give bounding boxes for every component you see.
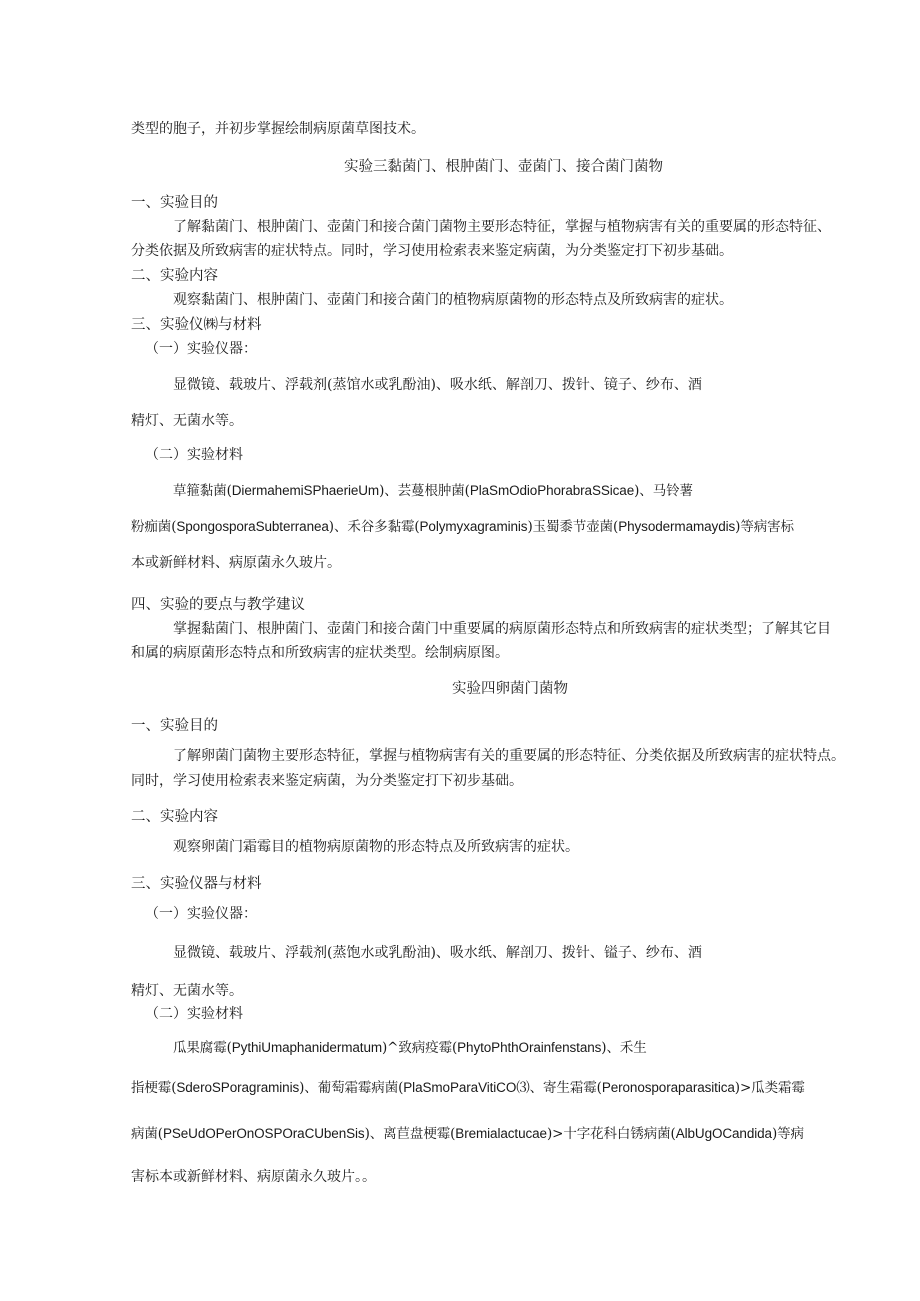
text-fragment: 病菌( (131, 1126, 163, 1142)
latin-name: Bremialactucae (455, 1126, 547, 1141)
latin-name: PhytoPhthOrainfenstans (457, 1040, 602, 1055)
exp3-materials-line1 (173, 481, 693, 501)
exp3-instruments-line2: 精灯、无菌水等。 (131, 413, 243, 429)
exp3-title: 实验三黏菌门、根肿菌门、壶菌门、接合菌门菌物 (344, 159, 663, 175)
exp4-heading-content: 二、实验内容 (131, 809, 218, 825)
exp3-content-line: 观察黏菌门、根肿菌门、壶菌门和接合菌门的植物病原菌物的形态特点及所致病害的症状。 (173, 292, 733, 308)
text-fragment: )^致病疫霉( (382, 1040, 458, 1056)
latin-name: AlbUgOCandida (675, 1126, 772, 1141)
text-fragment: )、马铃薯 (634, 483, 693, 499)
text-fragment: )、葡萄霜霉病菌( (299, 1080, 404, 1096)
latin-name: DiermahemiSPhaerieUm (231, 483, 380, 498)
text-fragment: )、禾生 (601, 1040, 647, 1056)
exp4-materials-line1 (173, 1038, 647, 1058)
exp3-heading-content: 二、实验内容 (131, 268, 218, 284)
exp4-heading-instruments: 三、实验仪器与材料 (131, 876, 262, 892)
latin-name: PlaSmoParaVitiCO⑶ (403, 1080, 530, 1095)
latin-name: Physodermamaydis (618, 519, 736, 534)
latin-name: Polymyxagraminis (419, 519, 528, 534)
exp4-subheading-instruments: （一）实验仪器： (145, 906, 257, 922)
latin-name: SderoSPoragraminis (176, 1080, 300, 1095)
text-fragment: 、寄生霜霉( (529, 1080, 602, 1096)
text-fragment: 指梗霉( (131, 1080, 177, 1096)
exp4-materials-line3 (131, 1124, 804, 1144)
text-fragment: )>十字花科白锈病菌( (546, 1126, 676, 1142)
text-fragment: )等病害标 (735, 519, 794, 535)
exp4-heading-purpose: 一、实验目的 (131, 718, 218, 734)
exp3-instruments-line1: 显微镜、载玻片、浮载剂(蒸馆水或乳酚油)、吸水纸、解剖刀、拨针、镜子、纱布、酒 (173, 377, 702, 393)
exp4-instruments-line2: 精灯、无菌水等。 (131, 983, 243, 999)
text-fragment: 瓜果腐霉( (173, 1040, 232, 1056)
exp3-keypoints-line1: 掌握黏菌门、根肿菌门、壶菌门和接合菌门中重要属的病原菌形态特点和所致病害的症状类型；了解其它目 (173, 621, 831, 637)
text-fragment: 粉痂菌( (131, 519, 177, 535)
exp4-subheading-materials: （二）实验材料 (145, 1006, 243, 1022)
text-fragment: )、禾谷多黏霉( (328, 519, 420, 535)
exp3-subheading-materials: （二）实验材料 (145, 447, 243, 463)
exp3-heading-instruments: 三、实验仪㈱与材料 (131, 317, 262, 333)
text-fragment: )、芸蔓根肿菌( (379, 483, 470, 499)
exp4-instruments-line1: 显微镜、载玻片、浮载剂(蒸饱水或乳酚油)、吸水纸、解剖刀、拨针、镒子、纱布、酒 (173, 945, 702, 961)
exp3-materials-line2 (131, 517, 794, 537)
latin-name: SpongosporaSubterranea (176, 519, 329, 534)
exp3-keypoints-line2: 和属的病原菌形态特点和所致病害的症状类型。绘制病原图。 (131, 645, 509, 661)
exp3-heading-keypoints: 四、实验的要点与教学建议 (131, 597, 305, 613)
exp3-subheading-instruments: （一）实验仪器： (145, 341, 257, 357)
latin-name: Peronosporaparasitica (601, 1080, 735, 1095)
latin-name: PlaSmOdioPhorabraSSicae (469, 483, 635, 498)
latin-name: PythiUmaphanidermatum (231, 1040, 382, 1055)
text-fragment: )、离苣盘梗霉( (364, 1126, 456, 1142)
exp3-heading-purpose: 一、实验目的 (131, 195, 218, 211)
text-fragment: )玉蜀黍节壶菌( (527, 519, 619, 535)
text-fragment: )>瓜类霜霉 (734, 1080, 805, 1096)
intro-line: 类型的胞子，并初步掌握绘制病原菌草图技术。 (131, 121, 425, 137)
exp4-materials-line2 (131, 1078, 805, 1098)
exp4-content-line: 观察卵菌门霜霉目的植物病原菌物的形态特点及所致病害的症状。 (173, 839, 579, 855)
latin-name: PSeUdOPerOnOSPOraCUbenSis (162, 1126, 365, 1141)
exp4-purpose-line2: 同时，学习使用检索表来鉴定病菌，为分类鉴定打下初步基础。 (131, 773, 523, 789)
text-fragment: )等病 (771, 1126, 804, 1142)
exp3-materials-line3: 本或新鲜材料、病原菌永久玻片。 (131, 555, 341, 571)
exp4-title: 实验四卵菌门菌物 (452, 681, 568, 697)
exp3-purpose-line2: 分类依据及所致病害的症状特点。同时，学习使用检索表来鉴定病菌，为分类鉴定打下初步基础。 (131, 243, 733, 259)
exp4-materials-line4: 害标本或新鲜材料、病原菌永久玻片。。 (131, 1169, 376, 1185)
text-fragment: 草箍黏菌( (173, 483, 232, 499)
exp4-purpose-line1: 了解卵菌门菌物主要形态特征，掌握与植物病害有关的重要属的形态特征、分类依据及所致病害的症状特点。 (173, 748, 845, 764)
exp3-purpose-line1: 了解黏菌门、根肿菌门、壶菌门和接合菌门菌物主要形态特征，掌握与植物病害有关的重要属的形态特征、 (173, 219, 831, 235)
